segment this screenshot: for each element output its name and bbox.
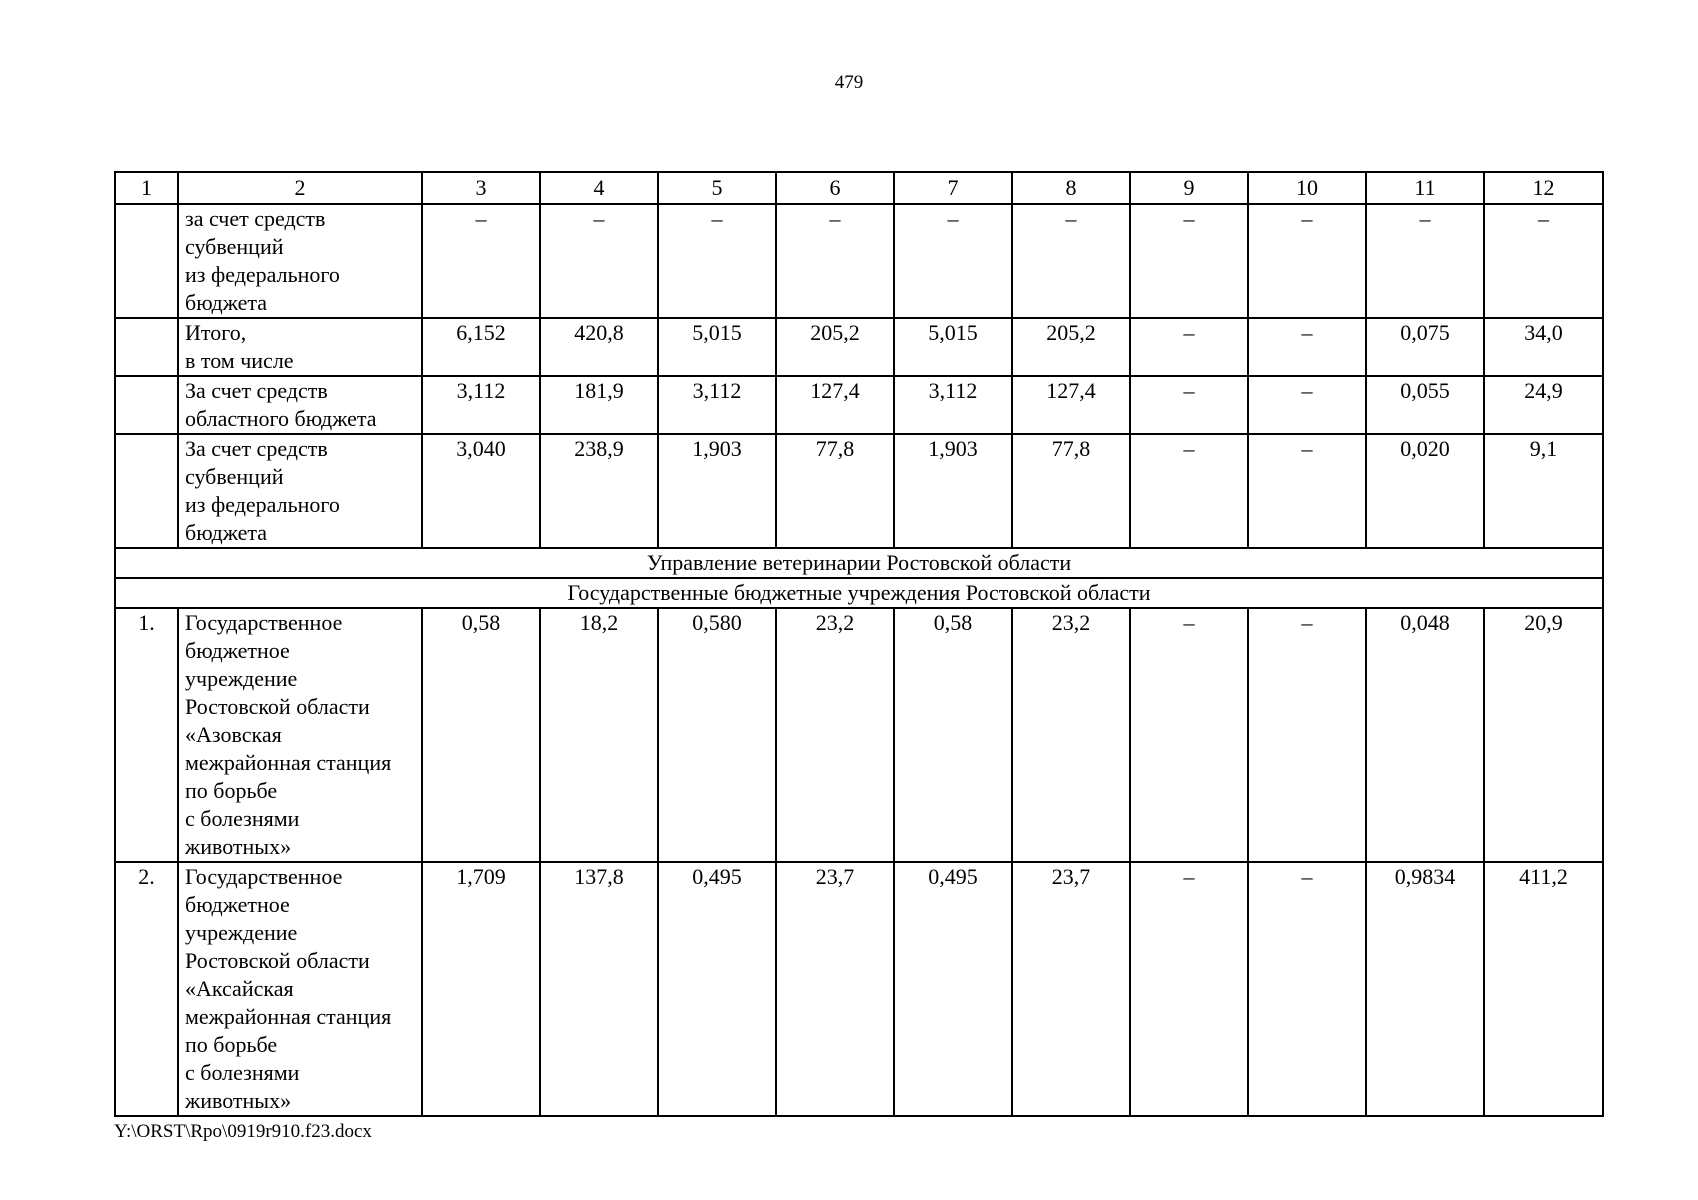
value-cell: 0,020 — [1366, 434, 1484, 548]
value-cell: 3,112 — [422, 376, 540, 434]
value-cell: 34,0 — [1484, 318, 1603, 376]
row-name-line: субвенций — [185, 464, 284, 489]
value-cell: – — [1248, 608, 1366, 862]
row-name-line: животных» — [185, 1088, 292, 1113]
row-name-line: субвенций — [185, 234, 284, 259]
row-index — [115, 204, 178, 318]
value-cell: 1,903 — [894, 434, 1012, 548]
row-name-line: Ростовской области — [185, 948, 370, 973]
value-cell: – — [1248, 862, 1366, 1116]
row-name — [178, 434, 422, 548]
value-cell: – — [1130, 608, 1248, 862]
row-name-line: за счет средств — [185, 206, 326, 231]
row-name-line: бюджета — [185, 520, 268, 545]
section-heading: Управление ветеринарии Ростовской области — [115, 548, 1603, 578]
value-cell: 0,9834 — [1366, 862, 1484, 1116]
row-name-line: учреждение — [185, 920, 298, 945]
value-cell: 23,2 — [1012, 608, 1130, 862]
value-cell: 205,2 — [1012, 318, 1130, 376]
value-cell: – — [1366, 204, 1484, 318]
row-name-line: учреждение — [185, 666, 298, 691]
row-name-line: с болезнями — [185, 1060, 300, 1085]
value-cell: 3,040 — [422, 434, 540, 548]
row-name-line: Ростовской области — [185, 694, 370, 719]
table-row — [115, 204, 1603, 318]
row-name-line: Итого, — [185, 320, 247, 345]
value-cell: – — [1130, 862, 1248, 1116]
value-cell: – — [1012, 204, 1130, 318]
col-header: 2 — [178, 172, 422, 204]
value-cell: 5,015 — [658, 318, 776, 376]
row-index — [115, 376, 178, 434]
row-index: 1. — [115, 608, 178, 862]
value-cell: – — [1248, 376, 1366, 434]
table-row — [115, 608, 1603, 862]
row-name — [178, 376, 422, 434]
value-cell: – — [1248, 434, 1366, 548]
value-cell: 0,495 — [658, 862, 776, 1116]
row-name-line: в том числе — [185, 348, 294, 373]
value-cell: – — [1484, 204, 1603, 318]
row-name-line: бюджета — [185, 290, 268, 315]
value-cell: 1,709 — [422, 862, 540, 1116]
row-name-line: бюджетное — [185, 638, 290, 663]
row-name — [178, 204, 422, 318]
section-heading: Государственные бюджетные учреждения Ростовской области — [115, 578, 1603, 608]
value-cell: – — [776, 204, 894, 318]
budget-table — [114, 171, 1604, 1117]
row-name-line: из федерального — [185, 492, 340, 517]
row-name-line: Государственное — [185, 610, 343, 635]
value-cell: – — [1130, 434, 1248, 548]
value-cell: – — [1248, 318, 1366, 376]
value-cell: 77,8 — [1012, 434, 1130, 548]
col-header: 7 — [894, 172, 1012, 204]
value-cell: 18,2 — [540, 608, 658, 862]
row-name-line: по борьбе — [185, 778, 278, 803]
row-name-line: животных» — [185, 834, 292, 859]
col-header: 4 — [540, 172, 658, 204]
column-number-row — [115, 172, 1603, 204]
value-cell: 23,2 — [776, 608, 894, 862]
row-name — [178, 608, 422, 862]
row-name-line: межрайонная станция — [185, 750, 392, 775]
row-name — [178, 318, 422, 376]
value-cell: 411,2 — [1484, 862, 1603, 1116]
col-header: 9 — [1130, 172, 1248, 204]
row-name-line: с болезнями — [185, 806, 300, 831]
value-cell: 3,112 — [894, 376, 1012, 434]
table-row — [115, 318, 1603, 376]
col-header: 5 — [658, 172, 776, 204]
value-cell: 77,8 — [776, 434, 894, 548]
value-cell: 9,1 — [1484, 434, 1603, 548]
row-name-line: За счет средств — [185, 436, 328, 461]
value-cell: – — [1130, 318, 1248, 376]
value-cell: 0,580 — [658, 608, 776, 862]
table-row — [115, 376, 1603, 434]
col-header: 6 — [776, 172, 894, 204]
row-name-line: За счет средств — [185, 378, 328, 403]
row-index — [115, 318, 178, 376]
section-heading-row — [115, 578, 1603, 608]
value-cell: 181,9 — [540, 376, 658, 434]
value-cell: 137,8 — [540, 862, 658, 1116]
row-name-line: областного бюджета — [185, 406, 377, 431]
table-row — [115, 434, 1603, 548]
value-cell: – — [422, 204, 540, 318]
page-number: 479 — [834, 72, 864, 93]
value-cell: 238,9 — [540, 434, 658, 548]
section-heading-row — [115, 548, 1603, 578]
value-cell: – — [540, 204, 658, 318]
value-cell: 0,58 — [894, 608, 1012, 862]
value-cell: 24,9 — [1484, 376, 1603, 434]
value-cell: 1,903 — [658, 434, 776, 548]
row-name-line: по борьбе — [185, 1032, 278, 1057]
row-name-line: «Аксайская — [185, 976, 294, 1001]
value-cell: – — [1130, 204, 1248, 318]
col-header: 8 — [1012, 172, 1130, 204]
row-name-line: «Азовская — [185, 722, 282, 747]
value-cell: 20,9 — [1484, 608, 1603, 862]
row-index: 2. — [115, 862, 178, 1116]
row-name-line: из федерального — [185, 262, 340, 287]
value-cell: 127,4 — [1012, 376, 1130, 434]
value-cell: 0,055 — [1366, 376, 1484, 434]
col-header: 3 — [422, 172, 540, 204]
value-cell: 0,048 — [1366, 608, 1484, 862]
value-cell: 0,58 — [422, 608, 540, 862]
row-name-line: бюджетное — [185, 892, 290, 917]
table-row — [115, 862, 1603, 1116]
value-cell: 0,075 — [1366, 318, 1484, 376]
col-header: 11 — [1366, 172, 1484, 204]
row-name-line: межрайонная станция — [185, 1004, 392, 1029]
row-name-line: Государственное — [185, 864, 343, 889]
col-header: 1 — [115, 172, 178, 204]
value-cell: 127,4 — [776, 376, 894, 434]
file-path-footer: Y:\ORST\Rpo\0919r910.f23.docx — [114, 1121, 372, 1142]
value-cell: 205,2 — [776, 318, 894, 376]
col-header: 10 — [1248, 172, 1366, 204]
value-cell: 0,495 — [894, 862, 1012, 1116]
value-cell: – — [1248, 204, 1366, 318]
col-header: 12 — [1484, 172, 1603, 204]
value-cell: 23,7 — [776, 862, 894, 1116]
row-index — [115, 434, 178, 548]
row-name — [178, 862, 422, 1116]
value-cell: – — [1130, 376, 1248, 434]
value-cell: 23,7 — [1012, 862, 1130, 1116]
value-cell: – — [894, 204, 1012, 318]
value-cell: – — [658, 204, 776, 318]
value-cell: 3,112 — [658, 376, 776, 434]
value-cell: 5,015 — [894, 318, 1012, 376]
value-cell: 420,8 — [540, 318, 658, 376]
value-cell: 6,152 — [422, 318, 540, 376]
